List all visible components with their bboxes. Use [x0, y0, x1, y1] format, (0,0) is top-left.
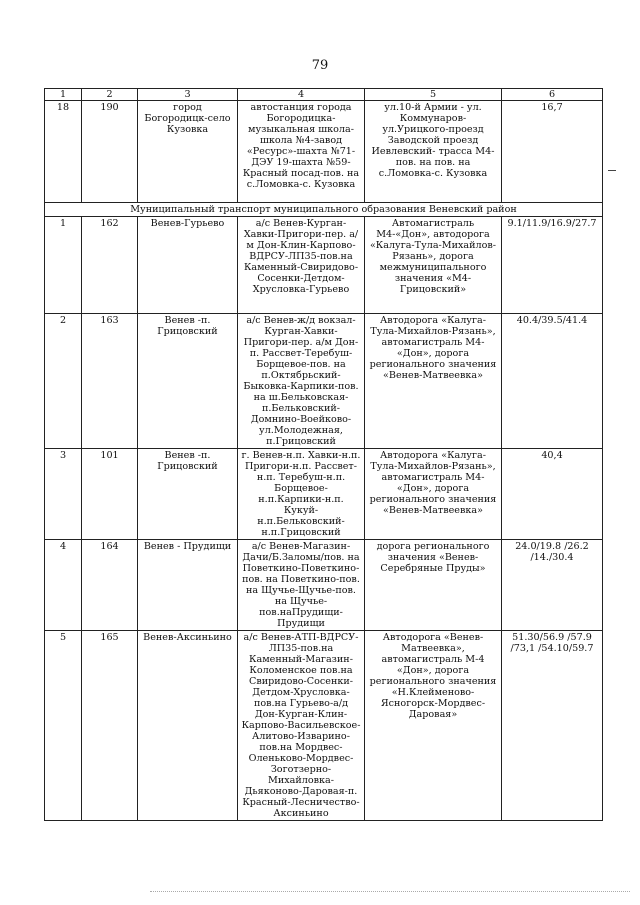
table-row — [45, 631, 603, 821]
cell-length: 40.4/39.5/41.4 — [502, 314, 603, 449]
cell-name: Венев - Прудищи — [138, 540, 238, 631]
cell-num: 18 — [45, 101, 82, 203]
cell-streets: Автодорога «Калуга-Тула-Михайлов-Рязань», автомагистраль М4- «Дон», дорога регионального значения «Венев-Матвеевка» — [365, 449, 502, 540]
cell-route: 164 — [82, 540, 138, 631]
cell-stops: автостанция города Богородицка-музыкальная школа-школа №4-завод «Ресурс»-шахта №71-ДЭУ 19-шахта №59-Красный посад-пов. на с.Ломовка-с. Кузовка — [238, 101, 365, 203]
cell-route: 165 — [82, 631, 138, 821]
cell-name: город Богородицк-село Кузовка — [138, 101, 238, 203]
cell-length: 51.30/56.9 /57.9 /73,1 /54.10/59.7 — [502, 631, 603, 821]
header-col-4: 4 — [238, 89, 365, 101]
cell-name: Венев -п. Грицовский — [138, 449, 238, 540]
cell-length: 40,4 — [502, 449, 603, 540]
header-col-2: 2 — [82, 89, 138, 101]
cell-route: 101 — [82, 449, 138, 540]
table-header-row — [45, 89, 603, 101]
table-row — [45, 314, 603, 449]
cell-stops: а/с Венев-Курган-Хавки-Пригори-пер. а/м Дон-Клин-Карпово-ВДРСУ-ЛП35-пов.на Каменный-Свиридово-Сосенки-Детдом-Хрусловка-Гурьево — [238, 217, 365, 314]
cell-name: Венев-Аксиньино — [138, 631, 238, 821]
header-col-1: 1 — [45, 89, 82, 101]
cell-num: 5 — [45, 631, 82, 821]
margin-dash-mark — [608, 170, 616, 171]
cell-length: 24.0/19.8 /26.2 /14./30.4 — [502, 540, 603, 631]
table-row — [45, 217, 603, 314]
header-col-3: 3 — [138, 89, 238, 101]
cell-streets: Автодорога «Венев-Матвеевка», автомагистраль М-4 «Дон», дорога регионального значения «Н.Клейменово-Яcногорск-Мордвес-Даровая» — [365, 631, 502, 821]
header-col-6: 6 — [502, 89, 603, 101]
table-row — [45, 540, 603, 631]
header-col-5: 5 — [365, 89, 502, 101]
table-row — [45, 449, 603, 540]
cell-route: 162 — [82, 217, 138, 314]
cell-route: 190 — [82, 101, 138, 203]
section-row — [45, 203, 603, 217]
cell-name: Венев-Гурьево — [138, 217, 238, 314]
cell-streets: дорога регионального значения «Венев-Серебряные Пруды» — [365, 540, 502, 631]
table-row — [45, 101, 603, 203]
routes-table — [44, 88, 603, 821]
cell-streets: Автомагистраль М4-«Дон», автодорога «Калуга-Тула-Михайлов-Рязань», дорога межмуниципального значения «М4-Грицовский» — [365, 217, 502, 314]
cell-num: 3 — [45, 449, 82, 540]
section-title: Муниципальный транспорт муниципального образования Веневский район — [45, 203, 603, 217]
scan-footer-noise — [150, 891, 630, 895]
cell-route: 163 — [82, 314, 138, 449]
cell-length: 16,7 — [502, 101, 603, 203]
cell-stops: а/с Венев-АТП-ВДРСУ-ЛП35-пов.на Каменный-Магазин-Коломенское пов.на Свиридово-Сосенки-Детдом-Хрусловка-пов.на Гурьево-а/д Дон-Курган-Клин-Карпово-Васильевское-Алитово-Изварино-пов.на Мордвес-Оленьково-Мордвес-Зоготзерно-Михайловка-Дьяконово-Даровая-п. Красный-Лесничество-Аксиньино — [238, 631, 365, 821]
cell-stops: а/с Венев-Магазин-Дачи/Б.Заломы/пов. на Поветкино-Поветкино-пов. на Поветкино-пов. на Щучье-Щучье-пов. на Щучье-пов.наПрудищи-Прудищи — [238, 540, 365, 631]
cell-streets: Автодорога «Калуга-Тула-Михайлов-Рязань», автомагистраль М4- «Дон», дорога регионального значения «Венев-Матвеевка» — [365, 314, 502, 449]
cell-length: 9.1/11.9/16.9/27.7 — [502, 217, 603, 314]
cell-num: 4 — [45, 540, 82, 631]
page-number: 79 — [311, 58, 329, 73]
cell-num: 2 — [45, 314, 82, 449]
cell-stops: г. Венев-н.п. Хавки-н.п. Пригори-н.п. Рассвет-н.п. Теребуш-н.п. Борщевое- н.п.Карпики-н.п. Кукуй-н.п.Бельковский-н.п.Грицовский — [238, 449, 365, 540]
cell-num: 1 — [45, 217, 82, 314]
cell-name: Венев -п. Грицовский — [138, 314, 238, 449]
cell-stops: а/с Венев-ж/д вокзал-Курган-Хавки-Пригори-пер. а/м Дон-п. Рассвет-Теребуш-Борщевое-пов. на п.Октябрьский-Быковка-Карпики-пов. на ш.Бельковская-п.Бельковский-Домнино-Воейково-ул.Молодежная, п.Грицовский — [238, 314, 365, 449]
cell-streets: ул.10-й Армии - ул. Коммунаров- ул.Урицкого-проезд Заводской проезд Иевлевский- трасса М4-пов. на пов. на с.Ломовка-с. Кузовка — [365, 101, 502, 203]
